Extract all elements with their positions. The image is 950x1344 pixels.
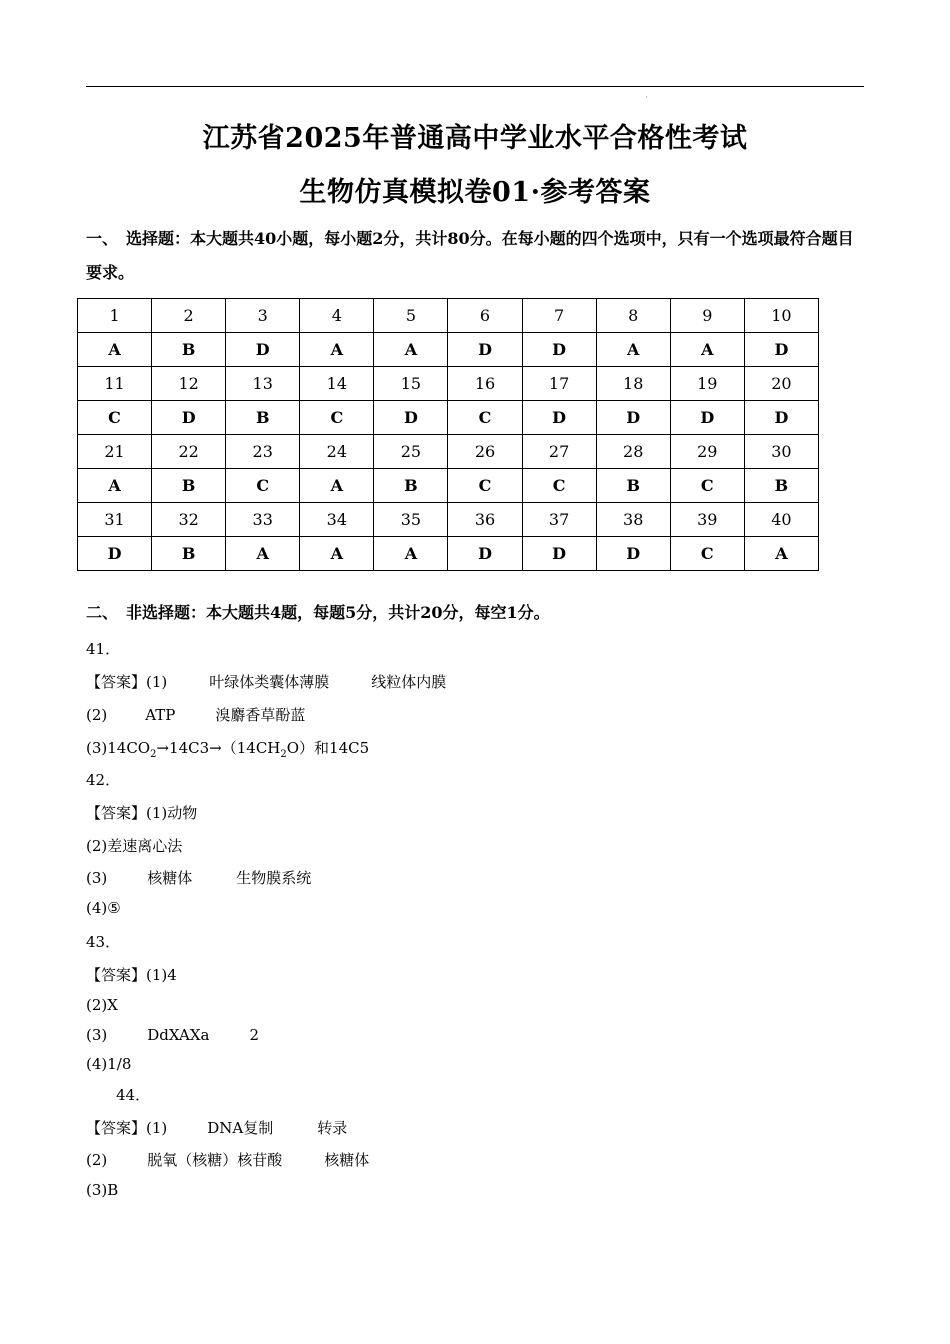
answer-cell: B [152, 537, 226, 571]
answer-cell: B [152, 333, 226, 367]
answer-cell: A [300, 333, 374, 367]
section1-heading: 一、 选择题：本大题共40小题，每小题2分，共计80分。在每小题的四个选项中，只有一个选项最符合题目要求。 [86, 229, 854, 282]
question-number-cell: 32 [152, 503, 226, 537]
answer-cell: B [744, 469, 818, 503]
question-number-cell: 12 [152, 367, 226, 401]
answer-cell: D [596, 401, 670, 435]
answer-cell: C [300, 401, 374, 435]
q43-a3-part1: DdXAXa [147, 1026, 210, 1044]
q42-a3-part2: 生物膜系统 [236, 869, 312, 887]
answer-cell: D [744, 401, 818, 435]
answer-cell: C [522, 469, 596, 503]
question-number-cell: 35 [374, 503, 448, 537]
question-number-cell: 28 [596, 435, 670, 469]
q43-number: 43． [86, 933, 121, 951]
q41-a2-prefix: (2) [86, 706, 108, 724]
answer-cell: B [374, 469, 448, 503]
q42-answer-1: 【答案】(1)动物 [86, 804, 198, 822]
question-number-cell: 14 [300, 367, 374, 401]
question-number-cell: 29 [670, 435, 744, 469]
answer-cell: D [522, 537, 596, 571]
q41-a1-part1: 叶绿体类囊体薄膜 [209, 673, 330, 691]
q41-answer-1 [86, 671, 446, 692]
q44-a1-part2: 转录 [317, 1119, 348, 1137]
q41-number: 41． [86, 640, 121, 658]
answer-cell: D [448, 333, 522, 367]
question-number-cell: 4 [300, 299, 374, 333]
answer-cell: D [670, 401, 744, 435]
question-number-cell: 15 [374, 367, 448, 401]
question-number-cell: 30 [744, 435, 818, 469]
q42-answer-4: (4)⑤ [86, 899, 121, 917]
question-number-cell: 27 [522, 435, 596, 469]
q41-a1-prefix: 【答案】(1) [86, 673, 168, 691]
q41-a3-text1: (3)14CO [86, 739, 151, 757]
answer-cell: A [374, 333, 448, 367]
question-number-cell: 7 [522, 299, 596, 333]
question-number-cell: 19 [670, 367, 744, 401]
question-number-cell: 26 [448, 435, 522, 469]
answer-cell: A [670, 333, 744, 367]
question-number-cell: 17 [522, 367, 596, 401]
question-number-cell: 3 [226, 299, 300, 333]
answer-cell: A [300, 469, 374, 503]
q44-a2-part1: 脱氧（核糖）核苷酸 [147, 1151, 283, 1169]
q41-a2-part2: 溴麝香草酚蓝 [215, 706, 306, 724]
question-number-cell: 31 [78, 503, 152, 537]
answer-cell: C [78, 401, 152, 435]
q41-a1-part2: 线粒体内膜 [371, 673, 447, 691]
tiny-mark: ' [646, 96, 648, 103]
q41-answer-2 [86, 704, 305, 725]
page-title: 江苏省2025年普通高中学业水平合格性考试 [202, 123, 748, 154]
q42-a3-part1: 核糖体 [147, 869, 193, 887]
answer-cell: C [448, 401, 522, 435]
question-number-cell: 11 [78, 367, 152, 401]
answer-cell: D [78, 537, 152, 571]
question-number-cell: 38 [596, 503, 670, 537]
q42-answer-3 [86, 867, 311, 888]
q43-a3-part2: 2 [249, 1026, 260, 1044]
question-number-cell: 25 [374, 435, 448, 469]
q44-a1-part1: DNA复制 [207, 1119, 274, 1137]
answer-cell: D [448, 537, 522, 571]
answer-row [78, 469, 819, 503]
answer-cell: D [152, 401, 226, 435]
answer-cell: D [744, 333, 818, 367]
answer-cell: D [596, 537, 670, 571]
question-number-cell: 24 [300, 435, 374, 469]
answer-table [77, 298, 819, 571]
number-row [78, 503, 819, 537]
question-number-cell: 21 [78, 435, 152, 469]
question-number-cell: 23 [226, 435, 300, 469]
q44-a1-prefix: 【答案】(1) [86, 1119, 168, 1137]
q41-a3-sub2: 2 [280, 749, 287, 760]
q43-answer-3 [86, 1026, 259, 1044]
answer-cell: A [374, 537, 448, 571]
question-number-cell: 34 [300, 503, 374, 537]
question-number-cell: 37 [522, 503, 596, 537]
question-number-cell: 20 [744, 367, 818, 401]
answer-cell: B [596, 469, 670, 503]
answer-cell: D [374, 401, 448, 435]
q44-answer-3: (3)B [86, 1181, 119, 1199]
q43-answer-1: 【答案】(1)4 [86, 966, 177, 984]
number-row [78, 367, 819, 401]
q41-a3-text3: O）和14C5 [286, 739, 370, 757]
question-number-cell: 10 [744, 299, 818, 333]
question-number-cell: 16 [448, 367, 522, 401]
answer-cell: A [300, 537, 374, 571]
question-number-cell: 5 [374, 299, 448, 333]
answer-row [78, 537, 819, 571]
question-number-cell: 18 [596, 367, 670, 401]
question-number-cell: 22 [152, 435, 226, 469]
question-number-cell: 36 [448, 503, 522, 537]
answer-cell: B [226, 401, 300, 435]
answer-cell: C [448, 469, 522, 503]
question-number-cell: 13 [226, 367, 300, 401]
answer-row [78, 401, 819, 435]
question-number-cell: 39 [670, 503, 744, 537]
q43-answer-2: (2)X [86, 996, 118, 1014]
q44-a2-part2: 核糖体 [324, 1151, 370, 1169]
q43-answer-4: (4)1/8 [86, 1055, 132, 1073]
answer-cell: D [522, 333, 596, 367]
q44-number: 44． [116, 1086, 151, 1104]
question-number-cell: 8 [596, 299, 670, 333]
section2-heading: 二、 非选择题：本大题共4题，每题5分，共计20分，每空1分。 [86, 603, 550, 622]
q42-answer-2: (2)差速离心法 [86, 837, 183, 855]
answer-cell: D [226, 333, 300, 367]
q42-a3-prefix: (3) [86, 869, 108, 887]
q41-answer-3 [86, 737, 369, 760]
answer-cell: D [522, 401, 596, 435]
q42-number: 42． [86, 771, 121, 789]
header-rule [86, 86, 864, 87]
q43-a3-prefix: (3) [86, 1026, 108, 1044]
q41-a3-text2: →14C3→（14CH [156, 739, 281, 757]
question-number-cell: 6 [448, 299, 522, 333]
answer-cell: A [226, 537, 300, 571]
page-subtitle: 生物仿真模拟卷01·参考答案 [299, 177, 651, 208]
q41-a3-sub1: 2 [150, 749, 157, 760]
question-number-cell: 2 [152, 299, 226, 333]
number-row [78, 299, 819, 333]
answer-cell: C [670, 469, 744, 503]
answer-cell: C [670, 537, 744, 571]
answer-cell: A [78, 469, 152, 503]
answer-cell: A [744, 537, 818, 571]
number-row [78, 435, 819, 469]
answer-cell: A [78, 333, 152, 367]
q44-answer-1 [86, 1117, 347, 1138]
question-number-cell: 9 [670, 299, 744, 333]
answer-cell: C [226, 469, 300, 503]
answer-cell: A [596, 333, 670, 367]
q41-a2-part1: ATP [145, 706, 176, 724]
answer-row [78, 333, 819, 367]
q44-a2-prefix: (2) [86, 1151, 108, 1169]
question-number-cell: 33 [226, 503, 300, 537]
question-number-cell: 1 [78, 299, 152, 333]
q44-answer-2 [86, 1149, 369, 1170]
answer-cell: B [152, 469, 226, 503]
question-number-cell: 40 [744, 503, 818, 537]
